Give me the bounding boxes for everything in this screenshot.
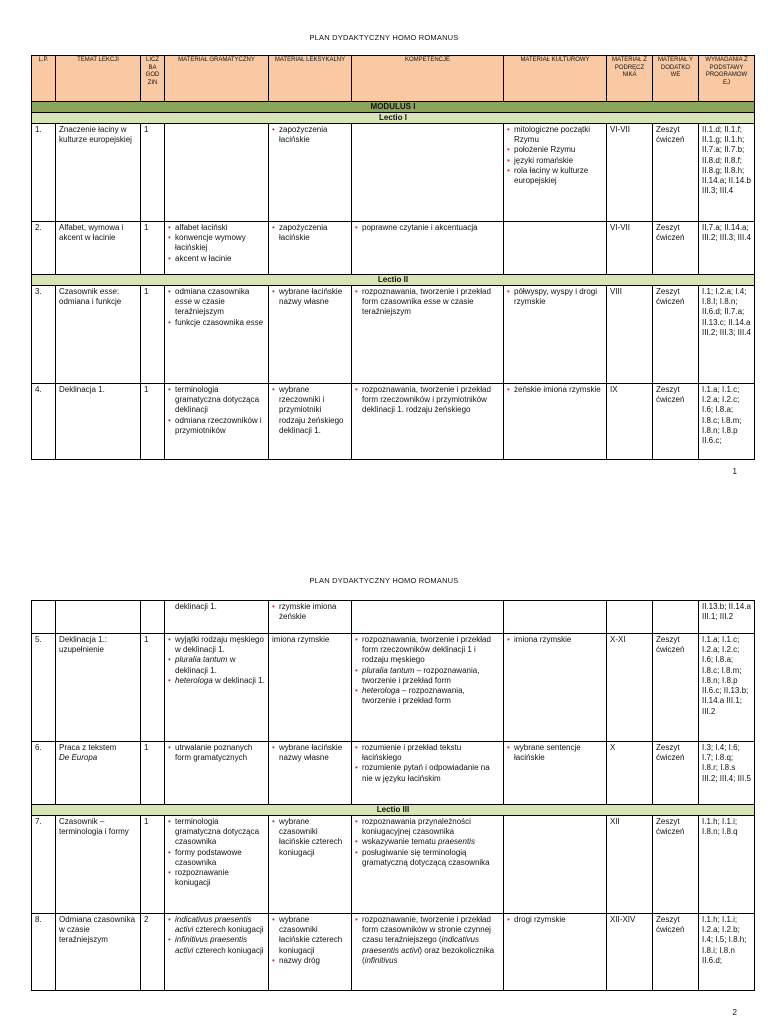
cell-lp: 3. [32, 286, 56, 384]
list-item: • drogi rzymskie [507, 915, 603, 925]
lesson-plan-table [31, 600, 755, 991]
list-item: • wyjątki rodzaju męskiego w deklinacji 1. [168, 635, 265, 655]
cell-podr [607, 601, 653, 634]
cell-liczba: 1 [141, 222, 165, 275]
cell-temat: Odmiana czasownika w czasie teraźniejszym [56, 914, 141, 991]
list-item [168, 676, 265, 686]
cell-leks [269, 384, 352, 460]
text-fragment: indicativus praesentis activi [175, 915, 252, 935]
cell-dod: Zeszyt ćwiczeń [653, 742, 699, 805]
cell-temat: Deklinacja 1. [56, 384, 141, 460]
table-row [32, 816, 755, 914]
cell-wym [699, 914, 755, 991]
text-fragment: rozpoznawanie, tworzenie i przekład form czasowników w stronie czynnej czasu teraźniejszego ( [362, 915, 491, 945]
list-item: • wybrane sentencje łacińskie [507, 743, 603, 763]
section-row-modulus [32, 102, 755, 113]
text-fragment: rozpoznawania, tworzenie i przekład form czasownika [362, 287, 491, 307]
section-row-lectio [32, 805, 755, 816]
cell-leks [269, 286, 352, 384]
cell-wym: I.1.h; I.1.i; I.8.n; I.8.q [699, 816, 755, 914]
cell-komp [352, 816, 504, 914]
text-fragment: De Europa [59, 753, 98, 763]
text-fragment: praesentis [438, 837, 475, 847]
cell-liczba [141, 601, 165, 634]
cell-dod: Zeszyt ćwiczeń [653, 634, 699, 742]
list-item [355, 686, 500, 706]
list-item: • rozpoznawania przynależności koniugacyjnej czasownika [355, 817, 500, 837]
list-item: • nazwy dróg [272, 956, 348, 966]
cell-dod: Zeszyt ćwiczeń [653, 286, 699, 384]
cell-clip [168, 915, 265, 956]
table-row [32, 742, 755, 805]
cell-lp: 4. [32, 384, 56, 460]
text-fragment: esse [175, 297, 192, 307]
table-row [32, 914, 755, 991]
text-fragment: – rozpoznawania, tworzenie i przekład form [362, 686, 465, 706]
cell-clip: I.1.h; I.1.i; I.2.a; I.2.b; I.4; I.5; I.8.h; I.8.i; I.8.n II.6.d; [702, 915, 747, 965]
cell-gram [165, 384, 269, 460]
cell-kult [504, 816, 607, 914]
list-item: • położenie Rzymu [507, 145, 603, 155]
cell-dod: Zeszyt ćwiczeń [653, 222, 699, 275]
list-item: • rozpoznawania, tworzenie i przekład form rzeczowników i przymiotników deklinacji 1. rodzaju żeńskiego [355, 385, 500, 416]
text-fragment: esse [423, 297, 441, 307]
list-item: • imiona rzymskie [507, 635, 603, 645]
list-item: • terminologia gramatyczna dotycząca czasownika [168, 817, 265, 848]
table-row [32, 384, 755, 460]
cell-temat [56, 286, 141, 384]
header-lp: L.P. [32, 56, 56, 102]
table-row-continuation [32, 601, 755, 634]
cell-dod: Zeszyt ćwiczeń [653, 124, 699, 222]
cell-temat: Znaczenie łaciny w kulturze europejskiej [56, 124, 141, 222]
table-row [32, 286, 755, 384]
cell-lp: 7. [32, 816, 56, 914]
cell-wym: II.13.b; II.14.a III.1; III.2 [699, 601, 755, 634]
cell-komp [352, 914, 504, 991]
cell-lp: 5. [32, 634, 56, 742]
text-fragment: heterologa [362, 686, 400, 696]
list-item: • półwyspy, wyspy i drogi rzymskie [507, 287, 603, 307]
cell-podr: X [607, 742, 653, 805]
cell-podr: XII [607, 816, 653, 914]
list-item [355, 287, 500, 318]
cell-kult [504, 601, 607, 634]
table-header-row [32, 56, 755, 102]
cell-wym: II.7.a; II.14.a; III.2; III.3; III.4 [699, 222, 755, 275]
list-item [168, 655, 265, 675]
cell-clip [272, 915, 348, 966]
list-item: • zapożyczenia łacińskie [272, 223, 348, 243]
cell-leks: imiona rzymskie [269, 634, 352, 742]
cell-clip [355, 915, 500, 966]
text-fragment: esse [99, 287, 117, 296]
list-item: • poprawne czytanie i akcentuacja [355, 223, 500, 233]
section-lectio-label: Lectio III [32, 805, 755, 816]
list-item: • wybrane łacińskie nazwy własne [272, 743, 348, 763]
cell-liczba: 2 [141, 914, 165, 991]
table-row [32, 124, 755, 222]
list-item: • wybrane czasowniki łacińskie czterech koniugacji [272, 915, 348, 956]
cell-liczba: 1 [141, 742, 165, 805]
list-item: • formy podstawowe czasownika [168, 848, 265, 868]
header-kult: MATERIAŁ KULTUROWY [504, 56, 607, 102]
header-komp: KOMPETENCJE [352, 56, 504, 102]
text-fragment: infinitivus [364, 955, 398, 965]
section-modulus-label: MODULUS I [32, 102, 755, 113]
text-fragment: w czasie teraźniejszym [175, 297, 225, 317]
list-item [168, 915, 265, 935]
text-fragment: pluralia tantum [362, 665, 415, 675]
list-item: • rozumienie i przekład tekstu łacińskiego [355, 743, 500, 763]
cell-komp [352, 222, 504, 275]
section-row-lectio [32, 113, 755, 124]
cell-dod [653, 601, 699, 634]
list-item: • rozpoznawania, tworzenie i przekład form rzeczowników deklinacji 1 i rodzaju męskiego [355, 635, 500, 666]
section-lectio-label: Lectio II [32, 275, 755, 286]
text-fragment: esse [246, 317, 264, 327]
list-item: • posługiwanie się terminologią gramatyczną dotyczącą czasownika [355, 848, 500, 868]
cell-kult [504, 914, 607, 991]
cell-lp [32, 601, 56, 634]
table-row [32, 634, 755, 742]
cell-liczba: 1 [141, 816, 165, 914]
cell-gram: deklinacji 1. [165, 601, 269, 634]
text-fragment: infinitivus praesentis activi [175, 935, 248, 955]
text-fragment: ) oraz bezokolicznika ( [362, 945, 495, 965]
list-item: • wybrane czasowniki łacińskie czterech koniugacji [272, 817, 348, 858]
page-number: 2 [732, 1008, 737, 1017]
cell-leks [269, 742, 352, 805]
cell-lp: 1. [32, 124, 56, 222]
cell-temat: Deklinacja 1.: uzupełnienie [56, 634, 141, 742]
cell-wym: I.1.a; I.1.c; I.2.a; I.2.c; I.6; I.8.a; I.8.c; I.8.m; I.8.n; I.8.p II.6.c; II.13.b; II.14.a III.1; III.2 [699, 634, 755, 742]
cell-komp [352, 384, 504, 460]
cell-podr: XII-XIV [607, 914, 653, 991]
cell-liczba: 1 [141, 634, 165, 742]
document-title: PLAN DYDAKTYCZNY HOMO ROMANUS [309, 33, 459, 42]
cell-leks [269, 914, 352, 991]
list-item: • wybrane rzeczowniki i przymiotniki rodzaju żeńskiego deklinacji 1. [272, 385, 348, 436]
list-item: • rozpoznawanie koniugacji [168, 868, 265, 888]
text-fragment: Czasownik [59, 287, 100, 296]
text-fragment: heterologa [175, 675, 213, 685]
cell-temat: Alfabet, wymowa i akcent w łacinie [56, 222, 141, 275]
list-item [168, 287, 265, 318]
list-item: • odmiana rzeczowników i przymiotników [168, 416, 265, 436]
cell-lp: 6. [32, 742, 56, 805]
list-item: • akcent w łacinie [168, 254, 265, 264]
cell-podr: IX [607, 384, 653, 460]
list-item: • terminologia gramatyczna dotycząca deklinacji [168, 385, 265, 416]
cell-temat [56, 742, 141, 805]
list-item: • utrwalanie poznanych form gramatycznych [168, 743, 265, 763]
table-row [32, 222, 755, 275]
cell-leks [269, 124, 352, 222]
list-item [168, 935, 265, 955]
list-item: • konwencje wymowy łacińskiej [168, 233, 265, 253]
list-item [355, 666, 500, 686]
cell-leks [269, 601, 352, 634]
cell-komp [352, 742, 504, 805]
cell-podr: VIII [607, 286, 653, 384]
cell-wym: I.1; I.2.a; I.4; I.8.I; I.8.n; II.6.d; II.7.a; II.13.c; II.14.a III.2; III.3; III.4 [699, 286, 755, 384]
cell-temat [56, 601, 141, 634]
text-fragment: – rozpoznawania, tworzenie i przekład form [362, 665, 480, 685]
list-item: • żeńskie imiona rzymskie [507, 385, 603, 395]
cell-lp: 2. [32, 222, 56, 275]
text-fragment: : odmiana i funkcje [59, 287, 122, 307]
header-temat: TEMAT LEKCJI [56, 56, 141, 102]
cell-kult [504, 222, 607, 275]
list-item: • rzymskie imiona żeńskie [272, 602, 348, 622]
cell-komp [352, 286, 504, 384]
list-item: • wybrane łacińskie nazwy własne [272, 287, 348, 307]
header-dod: MATERIAŁ Y DODATKO WE [653, 56, 699, 102]
cell-kult [504, 742, 607, 805]
cell-dod: Zeszyt ćwiczeń [653, 384, 699, 460]
list-item: • języki romańskie [507, 156, 603, 166]
cell-wym: II.1.d; II.1.f; II.1.g; II.1.h; II.7.a; II.7.b; II.8.d; II.8.f; II.8.g; II.8.h; II.14.a; II.14.b III.3; III.4 [699, 124, 755, 222]
document-page-1 [0, 0, 768, 500]
text-fragment: funkcje czasownika [175, 317, 247, 327]
header-podr: MATERIAŁ Z PODRĘCZ NIKA [607, 56, 653, 102]
cell-gram [165, 286, 269, 384]
cell-gram [165, 816, 269, 914]
list-item: • mitologiczne początki Rzymu [507, 125, 603, 145]
text-fragment: w deklinacji 1. [212, 675, 265, 685]
cell-komp [352, 601, 504, 634]
cell-liczba: 1 [141, 124, 165, 222]
cell-kult [504, 384, 607, 460]
list-item: • alfabet łaciński [168, 223, 265, 233]
cell-wym: I.3; I.4; I.6; I.7; I.8.q; I.8.r; I.8.s III.2; III.4; III.5 [699, 742, 755, 805]
cell-dod: Zeszyt ćwiczeń [653, 816, 699, 914]
cell-kult [504, 634, 607, 742]
section-row-lectio [32, 275, 755, 286]
text-fragment: Praca z tekstem [59, 743, 117, 752]
cell-podr: VI-VII [607, 124, 653, 222]
cell-temat: Czasownik – terminologia i formy [56, 816, 141, 914]
list-item: • rozumienie pytań i odpowiadanie na nie w języku łacińskim [355, 763, 500, 783]
text-fragment: odmiana czasownika [175, 287, 250, 296]
cell-gram [165, 634, 269, 742]
text-fragment: indicativus praesentis activi [362, 935, 479, 955]
list-item: • zapożyczenia łacińskie [272, 125, 348, 145]
cell-kult [504, 124, 607, 222]
page-number: 1 [732, 467, 737, 476]
list-item [355, 915, 500, 966]
cell-leks [269, 816, 352, 914]
cell-komp [352, 634, 504, 742]
cell-gram [165, 124, 269, 222]
cell-kult [504, 286, 607, 384]
text-fragment: w czasie teraźniejszym [362, 297, 474, 317]
text-fragment: czterech koniugacji [193, 925, 264, 935]
text-fragment: pluralia tantum [175, 655, 228, 665]
header-gram: MATERIAŁ GRAMATYCZNY [165, 56, 269, 102]
document-page-2 [0, 545, 768, 1024]
text-fragment: wskazywanie tematu [362, 837, 439, 847]
list-item: • rola łaciny w kulturze europejskiej [507, 166, 603, 186]
section-lectio-label: Lectio I [32, 113, 755, 124]
text-fragment: czterech koniugacji [193, 945, 264, 955]
cell-gram [165, 742, 269, 805]
cell-liczba: 1 [141, 286, 165, 384]
cell-podr: VI-VII [607, 222, 653, 275]
cell-podr: X-XI [607, 634, 653, 742]
cell-dod: Zeszyt ćwiczeń [653, 914, 699, 991]
cell-liczba: 1 [141, 384, 165, 460]
header-wym: WYMAGANIA Z PODSTAWY PROGRAMOW EJ [699, 56, 755, 102]
lesson-plan-table [31, 55, 755, 460]
text-fragment: w deklinacji 1. [175, 655, 236, 675]
cell-komp [352, 124, 504, 222]
cell-wym: I.1.a; I.1.c; I.2.a; I.2.c; I.6; I.8.a; I.8.c; I.8.m; I.8.n; I.8.p II.6.c; [699, 384, 755, 460]
header-liczba: LICZ BA GOD ZIN [141, 56, 165, 102]
cell-gram [165, 914, 269, 991]
list-item [168, 318, 265, 328]
cell-gram [165, 222, 269, 275]
list-item [355, 837, 500, 847]
document-title: PLAN DYDAKTYCZNY HOMO ROMANUS [309, 576, 459, 585]
cell-leks [269, 222, 352, 275]
cell-lp: 8. [32, 914, 56, 991]
header-leks: MATERIAŁ LEKSYKALNY [269, 56, 352, 102]
